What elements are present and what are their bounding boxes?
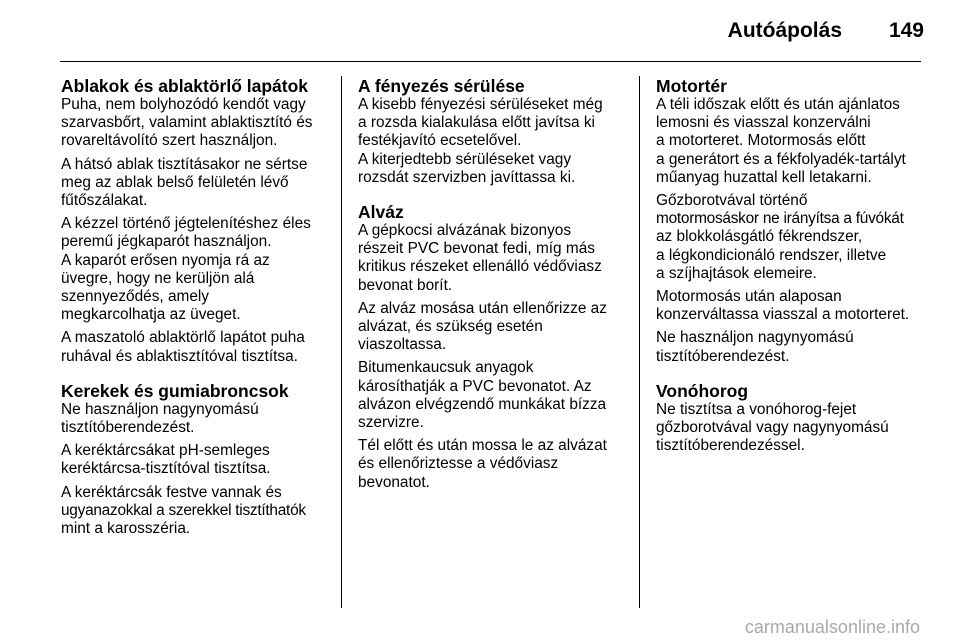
text-line: Ne tisztítsa a vonóhorog-fejet <box>656 400 857 418</box>
paragraph <box>358 96 626 187</box>
header-divider <box>60 61 921 62</box>
text-line: az blokkolásgátló fékrendszer, <box>656 228 863 246</box>
column-1 <box>61 76 329 553</box>
text-line: rozsdát szervizben javíttassa ki. <box>358 168 576 186</box>
text-line: a motorteret. Motormosás előtt <box>656 132 866 150</box>
text-line: A téli időszak előtt és után ajánlatos <box>656 96 900 113</box>
column-2 <box>358 76 626 507</box>
text-line: a generátort és a fékfolyadék-tartályt <box>656 150 906 168</box>
text-line: meg az ablak belső felületén lévő <box>61 173 289 191</box>
text-line: Az alváz mosása után ellenőrizze az <box>358 299 607 317</box>
paragraph <box>656 288 924 324</box>
text-line: viaszoltassa. <box>358 336 447 354</box>
text-line: Bitumenkaucsuk anyagok <box>358 359 534 377</box>
paragraph <box>61 401 329 437</box>
paragraph <box>358 300 626 355</box>
column-divider-left <box>341 76 342 608</box>
column-3 <box>656 76 924 470</box>
section-heading: A fényezés sérülése <box>358 76 525 96</box>
text-line: fűtőszálakat. <box>61 192 148 210</box>
text-line: ruhával és ablaktisztítóval tisztítsa. <box>61 347 298 365</box>
text-line: kritikus részeket ellenálló védőviasz <box>358 258 602 276</box>
text-line: A kiterjedtebb sérüléseket vagy <box>358 150 572 168</box>
page-title: Autóápolás <box>727 19 842 42</box>
paragraph <box>656 192 924 283</box>
text-line: bevonat borít. <box>358 276 453 294</box>
text-line: Puha, nem bolyhozódó kendőt vagy <box>61 96 306 113</box>
text-line: Motormosás után alaposan <box>656 288 842 306</box>
paragraph <box>61 156 329 211</box>
text-line: szervizre. <box>358 414 424 432</box>
text-line: bevonatot. <box>358 473 430 491</box>
text-line: Ne használjon nagynyomású <box>656 329 854 347</box>
text-line: Gőzborotvával történő <box>656 192 808 210</box>
text-line: alvázat, és szükség esetén <box>358 318 543 336</box>
text-line: A kisebb fényezési sérüléseket még <box>358 96 603 113</box>
section-wheels-tyres <box>61 381 329 538</box>
section-heading: Kerekek és gumiabroncsok <box>61 380 289 401</box>
paragraph <box>656 329 924 365</box>
text-line: szennyeződés, amely <box>61 288 209 306</box>
text-line: károsíthatják a PVC bevonatot. Az <box>358 377 592 395</box>
text-line: keréktárcsa-tisztítóval tisztítsa. <box>61 460 271 478</box>
text-line: a légkondicionáló rendszer, illetve <box>656 246 887 264</box>
paragraph <box>656 401 924 456</box>
paragraph <box>358 359 626 432</box>
text-line: a rozsda kialakulása előtt javítsa ki <box>358 114 595 132</box>
text-line: tisztítóberendezést. <box>61 419 195 437</box>
section-paint-damage <box>358 76 626 187</box>
paragraph <box>61 442 329 478</box>
text-line: részeit PVC bevonat fedi, míg más <box>358 240 595 258</box>
paragraph <box>61 329 329 365</box>
text-line: tisztítóberendezéssel. <box>656 437 805 455</box>
section-heading: Motortér <box>656 76 727 96</box>
text-line: motormosáskor ne irányítsa a fúvókát <box>656 210 904 228</box>
text-line: alvázon elvégzendő munkákat bízza <box>358 395 607 413</box>
text-line: szarvasbőrt, valamint ablaktisztító és <box>61 114 313 132</box>
page-header <box>0 0 960 62</box>
text-line: műanyag huzattal kell letakarni. <box>656 168 872 186</box>
text-line: mint a karosszéria. <box>61 520 191 538</box>
section-tow-hitch <box>656 381 924 456</box>
text-line: Tél előtt és után mossa le az alvázat <box>358 437 607 455</box>
page-number: 149 <box>888 19 924 42</box>
text-line: A keréktárcsákat pH-semleges <box>61 442 270 460</box>
text-line: A kézzel történő jégtelenítéshez éles <box>61 215 311 233</box>
text-line: megkarcolhatja az üveget. <box>61 306 241 324</box>
section-heading: Alváz <box>358 202 404 223</box>
text-line: rovareltávolító szert használjon. <box>61 132 278 150</box>
text-line: festékjavító ecsetelővel. <box>358 132 522 150</box>
paragraph <box>61 215 329 324</box>
text-line: konzerváltassa viasszal a motorteret. <box>656 306 910 324</box>
text-line: ugyanazokkal a szerekkel tisztíthatók <box>61 501 306 519</box>
column-divider-right <box>639 76 640 608</box>
watermark: carmanualsonline.info <box>744 617 920 637</box>
text-line: A kaparót erősen nyomja rá az <box>61 251 270 269</box>
text-line: A hátsó ablak tisztításakor ne sértse <box>61 155 308 173</box>
text-line: Ne használjon nagynyomású <box>61 400 259 418</box>
section-underbody <box>358 202 626 492</box>
section-windows-wipers <box>61 76 329 366</box>
text-line: peremű jégkaparót használjon. <box>61 233 272 251</box>
paragraph <box>61 484 329 539</box>
paragraph <box>358 437 626 492</box>
text-line: A maszatoló ablaktörlő lapátot puha <box>61 329 305 347</box>
section-heading: Ablakok és ablaktörlő lapátok <box>61 76 309 96</box>
section-engine-compartment <box>656 76 924 366</box>
paragraph <box>358 222 626 295</box>
text-line: A gépkocsi alvázának bizonyos <box>358 222 572 240</box>
text-line: lemosni és viasszal konzerválni <box>656 114 871 132</box>
paragraph <box>656 96 924 187</box>
text-line: és ellenőriztesse a védőviasz <box>358 455 559 473</box>
paragraph <box>61 96 329 151</box>
text-line: tisztítóberendezést. <box>656 347 790 365</box>
section-heading: Vonóhorog <box>656 380 749 401</box>
text-line: a szíjhajtások elemeire. <box>656 264 817 282</box>
text-line: A keréktárcsák festve vannak és <box>61 483 282 501</box>
text-line: gőzborotvával vagy nagynyomású <box>656 419 889 437</box>
text-line: üvegre, hogy ne kerüljön alá <box>61 269 255 287</box>
